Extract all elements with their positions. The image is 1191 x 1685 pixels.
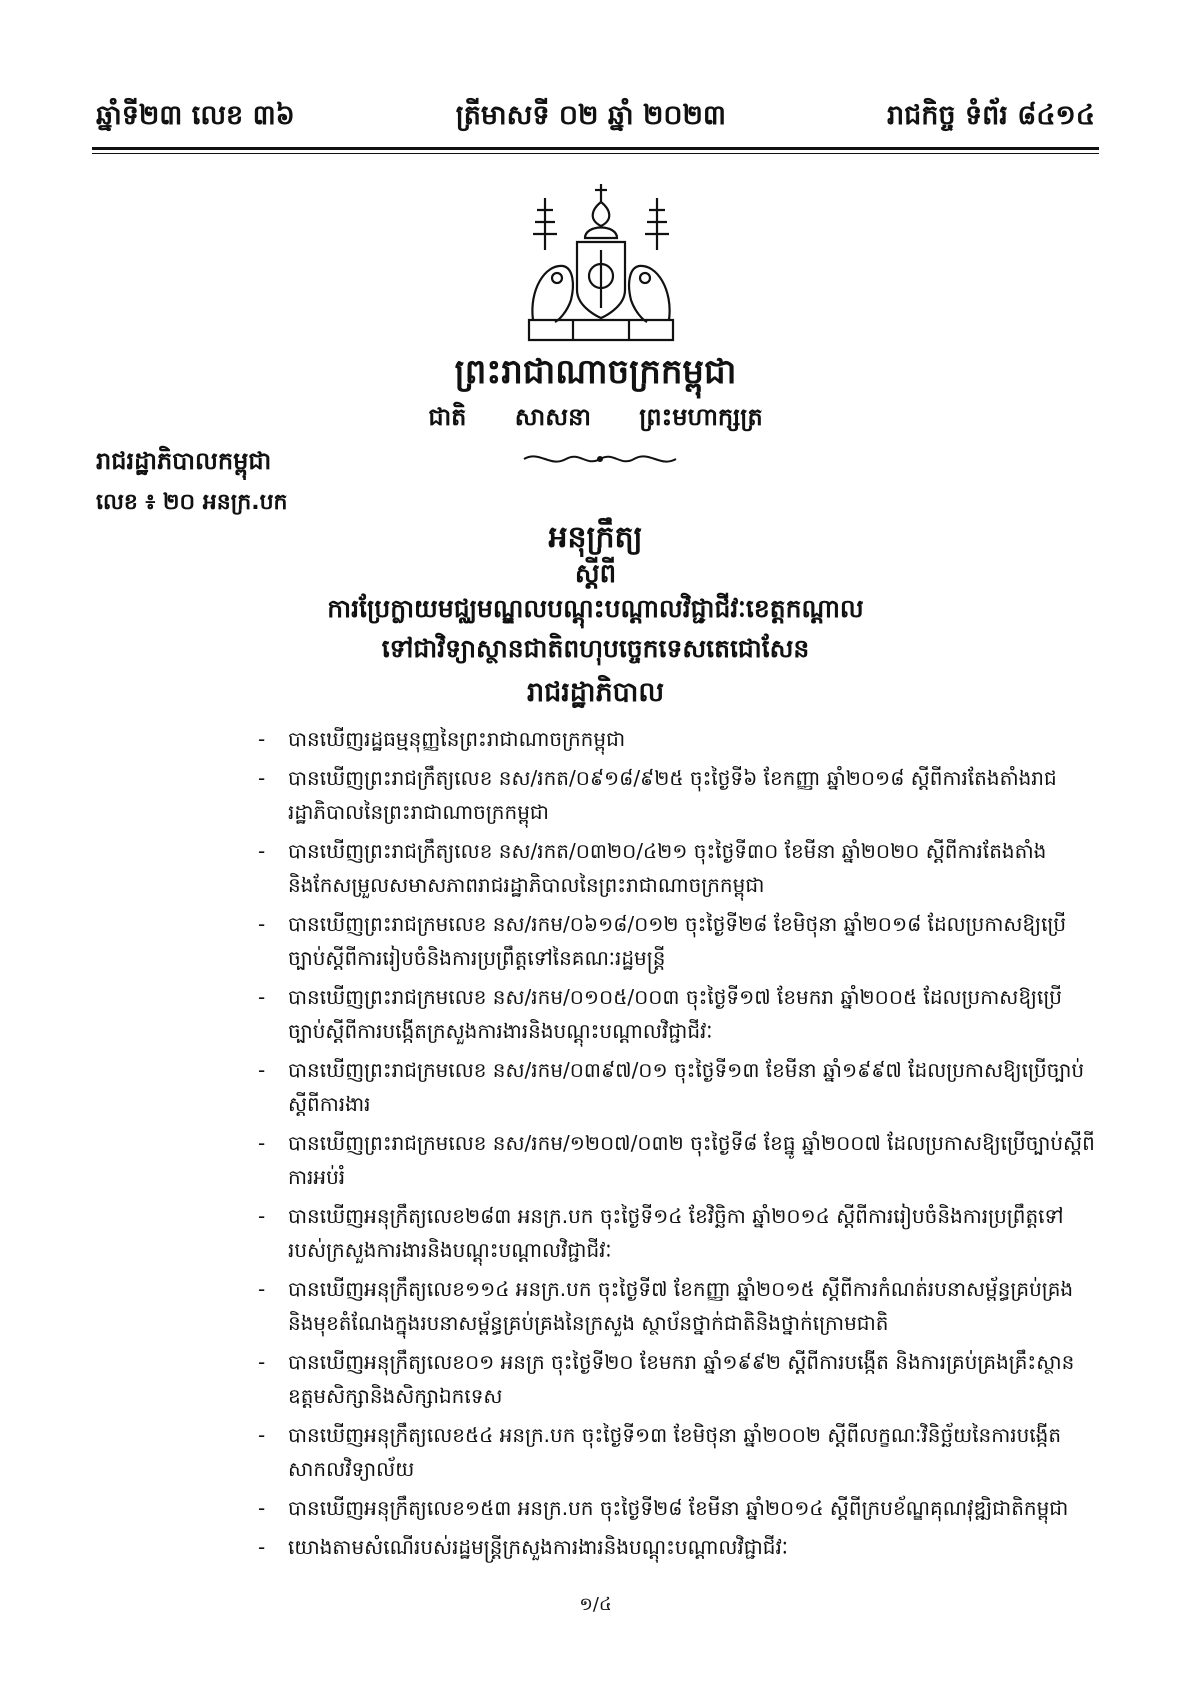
- document-subject-line2: ទៅជាវិទ្យាស្ថានជាតិពហុបច្ចេកទេសតេជោសែន: [381, 634, 810, 663]
- national-motto: ជាតិ សាសនា ព្រះមហាក្សត្រ: [428, 403, 763, 431]
- clause-item: - បានឃើញព្រះរាជក្រឹត្យលេខ នស/រកត/០៣២០/៤២១ ចុះថ្ងៃទី៣០ ខែមីនា ឆ្នាំ២០២០ ស្តីពីការតែងតាំងនិងកែសម្រួលសមាសភាពរាជរដ្ឋាភិបាលនៃព្រះរាជាណាចក្រកម្ពុជា: [258, 834, 1098, 902]
- clause-item: - បានឃើញព្រះរាជក្រមលេខ នស/រកម/០៦១៨/០១២ ចុះថ្ងៃទី២៨ ខែមិថុនា ឆ្នាំ២០១៨ ដែលប្រកាសឱ្យប្រើច្បាប់ស្តីពីការរៀបចំនិងការប្រព្រឹត្តទៅនៃគណៈរដ្ឋមន្ត្រី: [258, 907, 1098, 975]
- clause-item: - យោងតាមសំណើរបស់រដ្ឋមន្ត្រីក្រសួងការងារនិងបណ្តុះបណ្តាលវិជ្ជាជីវៈ: [258, 1530, 1098, 1564]
- preamble-clauses: [258, 722, 1098, 1569]
- clause-item: - បានឃើញអនុក្រឹត្យលេខ៥៤ អនក្រ.បក ចុះថ្ងៃទី១៣ ខែមិថុនា ឆ្នាំ២០០២ ស្តីពីលក្ខណៈវិនិច្ឆ័យនៃការបង្កើតសាកលវិទ្យាល័យ: [258, 1418, 1098, 1486]
- gazette-quarter: ត្រីមាសទី ០២ ឆ្នាំ ២០២៣: [455, 100, 727, 131]
- issuer-name: រាជរដ្ឋាភិបាលកម្ពុជា: [96, 447, 272, 475]
- header-rule: [92, 147, 1099, 150]
- gazette-year-issue: ឆ្នាំទី២៣ លេខ ៣៦: [96, 100, 295, 131]
- government-heading: រាជរដ្ឋាភិបាល: [526, 677, 665, 708]
- clause-item: - បានឃើញរដ្ឋធម្មនុញ្ញនៃព្រះរាជាណាចក្រកម្ពុជា: [258, 722, 1098, 756]
- clause-item: - បានឃើញព្រះរាជក្រមលេខ នស/រកម/១២០៧/០៣២ ចុះថ្ងៃទី៨ ខែធ្នូ ឆ្នាំ២០០៧ ដែលប្រកាសឱ្យប្រើច្បាប់ស្តីពីការអប់រំ: [258, 1126, 1098, 1194]
- clause-item: - បានឃើញព្រះរាជក្រឹត្យលេខ នស/រកត/០៩១៨/៩២៥ ចុះថ្ងៃទី៦ ខែកញ្ញា ឆ្នាំ២០១៨ ស្តីពីការតែងតាំងរាជរដ្ឋាភិបាលនៃព្រះរាជាណាចក្រកម្ពុជា: [258, 761, 1098, 829]
- clause-item: - បានឃើញអនុក្រឹត្យលេខ០១ អនក្រ ចុះថ្ងៃទី២០ ខែមករា ឆ្នាំ១៩៩២ ស្តីពីការបង្កើត និងការគ្រប់គ្រងគ្រឹះស្ថានឧត្តមសិក្សានិងសិក្សាឯកទេស: [258, 1345, 1098, 1413]
- page-number: ១/៤: [579, 1594, 612, 1615]
- clause-item: - បានឃើញអនុក្រឹត្យលេខ១៥៣ អនក្រ.បក ចុះថ្ងៃទី២៨ ខែមីនា ឆ្នាំ២០១៤ ស្តីពីក្របខ័ណ្ឌគុណវុឌ្ឍិជាតិកម្ពុជា: [258, 1491, 1098, 1525]
- royal-coat-of-arms-icon: [515, 180, 687, 345]
- clause-item: - បានឃើញអនុក្រឹត្យលេខ១១៤ អនក្រ.បក ចុះថ្ងៃទី៧ ខែកញ្ញា ឆ្នាំ២០១៥ ស្តីពីការកំណត់របនាសម្ព័ន្ធគ្រប់គ្រង និងមុខតំណែងក្នុងរបនាសម្ព័ន្ធគ្រប់គ្រងនៃក្រសួង ស្ថាប័នថ្នាក់ជាតិនិងថ្នាក់ក្រោមជាតិ: [258, 1272, 1098, 1340]
- decree-number: លេខ ៖ ២០ អនក្រ.បក: [96, 490, 288, 515]
- header-rule-thin: [92, 153, 1099, 154]
- document-type: អនុក្រឹត្យ: [548, 520, 643, 555]
- clause-item: - បានឃើញព្រះរាជក្រមលេខ នស/រកម/០១០៥/០០៣ ចុះថ្ងៃទី១៧ ខែមករា ឆ្នាំ២០០៥ ដែលប្រកាសឱ្យប្រើច្បាប់ស្តីពីការបង្កើតក្រសួងការងារនិងបណ្តុះបណ្តាលវិជ្ជាជីវៈ: [258, 980, 1098, 1048]
- gazette-header: [96, 88, 1095, 138]
- clause-item: - បានឃើញព្រះរាជក្រមលេខ នស/រកម/០៣៩៧/០១ ចុះថ្ងៃទី១៣ ខែមីនា ឆ្នាំ១៩៩៧ ដែលប្រកាសឱ្យប្រើច្បាប់ស្តីពីការងារ: [258, 1053, 1098, 1121]
- clause-item: - បានឃើញអនុក្រឹត្យលេខ២៨៣ អនក្រ.បក ចុះថ្ងៃទី១៤ ខែវិច្ឆិកា ឆ្នាំ២០១៤ ស្តីពីការរៀបចំនិងការប្រព្រឹត្តទៅរបស់ក្រសួងការងារនិងបណ្តុះបណ្តាលវិជ្ជាជីវៈ: [258, 1199, 1098, 1267]
- document-about: ស្តីពី: [574, 559, 617, 589]
- ornament-divider-icon: [520, 448, 680, 470]
- document-subject-line1: ការប្រែក្លាយមជ្ឈមណ្ឌលបណ្តុះបណ្តាលវិជ្ជាជីវៈខេត្តកណ្តាល: [327, 594, 864, 623]
- gazette-page: រាជកិច្ច ទំព័រ ៨៤១៤: [887, 100, 1095, 131]
- kingdom-title: ព្រះរាជាណាចក្រកម្ពុជា: [454, 352, 737, 392]
